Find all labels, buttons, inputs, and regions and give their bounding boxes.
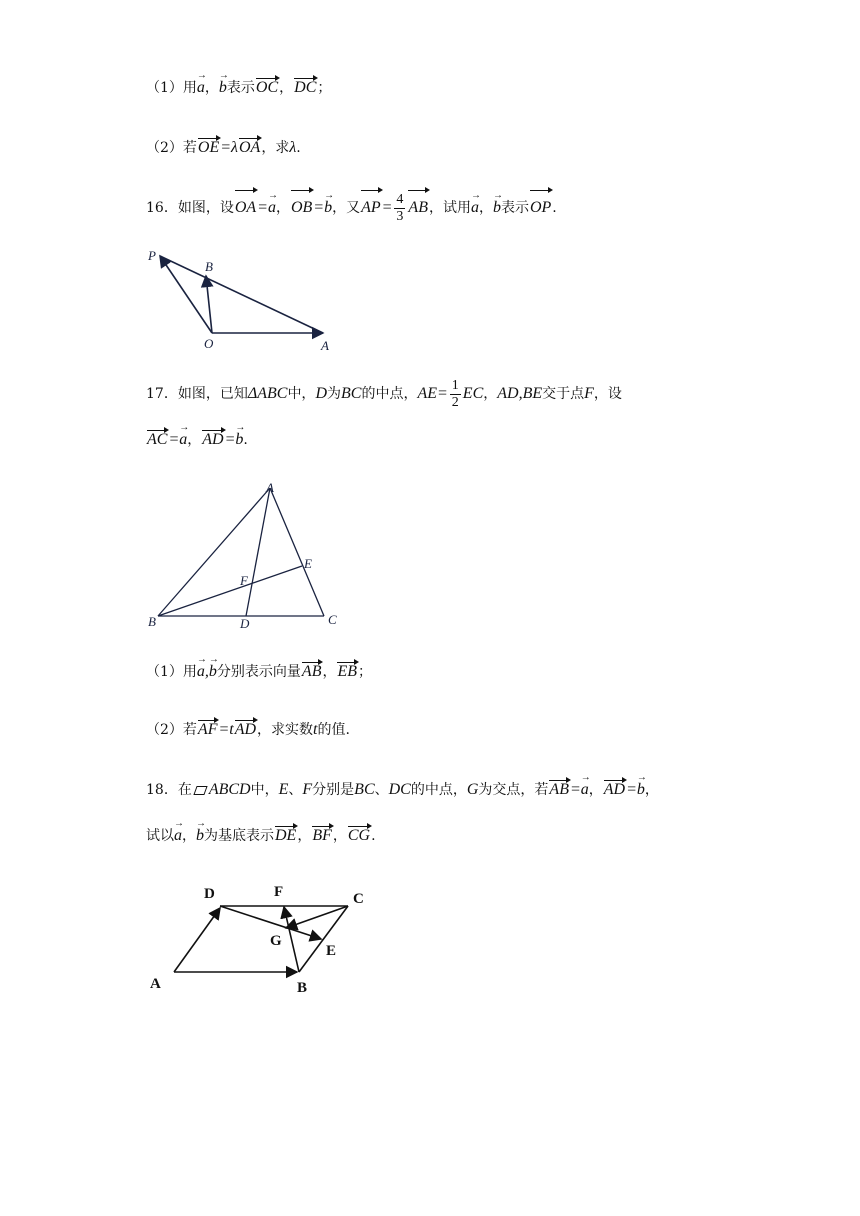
q18-statement-line2 bbox=[146, 826, 376, 846]
label-f: F bbox=[274, 884, 284, 900]
text: ； bbox=[317, 80, 332, 96]
part-number: （2） bbox=[146, 722, 183, 738]
label-f: F bbox=[240, 573, 248, 588]
text: 、 bbox=[288, 782, 303, 798]
text: , bbox=[518, 385, 523, 402]
denominator: 2 bbox=[451, 394, 459, 410]
part-number: （1） bbox=[146, 80, 183, 96]
numerator: 1 bbox=[451, 377, 459, 393]
vector-b: b → bbox=[637, 780, 645, 800]
label-a: A bbox=[150, 976, 161, 992]
point-g: G bbox=[466, 781, 479, 798]
variable-t: t bbox=[313, 721, 318, 738]
segment-ad bbox=[174, 908, 220, 972]
vector-ap: AP bbox=[360, 190, 382, 226]
text: 如图，已知 bbox=[177, 386, 248, 402]
segment-ad: AD bbox=[497, 385, 519, 402]
part-number: （1） bbox=[146, 664, 183, 680]
text: ， bbox=[182, 828, 196, 844]
segment-cg bbox=[286, 906, 348, 928]
text: = bbox=[218, 721, 230, 738]
text: ， bbox=[483, 386, 498, 402]
label-c: C bbox=[353, 891, 364, 907]
text: ， bbox=[279, 80, 294, 96]
lambda: λ bbox=[289, 139, 297, 156]
label-b: B bbox=[205, 259, 213, 274]
vector-b: b → bbox=[324, 190, 332, 226]
vector-af: AF bbox=[197, 721, 218, 738]
variable-t: t bbox=[229, 721, 234, 738]
vector-a: a → bbox=[581, 780, 589, 800]
text: ，试用 bbox=[428, 200, 471, 216]
text: 分别表示向量 bbox=[216, 664, 301, 680]
vector-ob: OB bbox=[290, 190, 313, 226]
text: = bbox=[381, 199, 393, 216]
vector-a: a → bbox=[197, 78, 205, 98]
vector-eb: EB bbox=[337, 663, 358, 680]
segment-ac bbox=[270, 488, 324, 616]
triangle-abc: ΔABC bbox=[247, 385, 288, 402]
text: 的中点， bbox=[410, 782, 467, 798]
text: 表示 bbox=[500, 200, 529, 216]
segment-bc: BC bbox=[341, 385, 362, 402]
segment-ad bbox=[246, 488, 270, 616]
segment-dc: DC bbox=[388, 781, 411, 798]
vector-ad: AD bbox=[603, 781, 626, 798]
text: = bbox=[626, 781, 637, 798]
text: 分别是 bbox=[312, 782, 355, 798]
q18-statement bbox=[146, 780, 659, 800]
text: ， bbox=[187, 432, 202, 448]
segment-bf bbox=[284, 907, 299, 972]
q17-part2 bbox=[146, 720, 350, 740]
vector-b: b → bbox=[209, 662, 217, 682]
point-e: E bbox=[278, 781, 289, 798]
text: = bbox=[220, 139, 232, 156]
text: 表示 bbox=[226, 80, 255, 96]
question-number: 17． bbox=[146, 386, 178, 402]
q17-statement bbox=[146, 376, 622, 412]
vector-b: b → bbox=[196, 826, 204, 846]
fraction bbox=[394, 192, 405, 225]
label-b: B bbox=[148, 614, 156, 629]
text: = bbox=[257, 199, 268, 216]
text: 试以 bbox=[146, 828, 174, 844]
text: = bbox=[437, 385, 448, 402]
text: ，求实数 bbox=[257, 722, 314, 738]
vector-oa: OA bbox=[234, 190, 257, 226]
vector-a: a → bbox=[179, 430, 187, 450]
label-d: D bbox=[204, 886, 215, 902]
vector-a: a → bbox=[174, 826, 182, 846]
point-d: D bbox=[315, 385, 327, 402]
text: 中， bbox=[287, 386, 316, 402]
q15-part1 bbox=[146, 78, 331, 98]
text: 为 bbox=[327, 386, 341, 402]
part-number: （2） bbox=[146, 140, 183, 156]
vector-ac: AC bbox=[147, 431, 168, 448]
denominator: 3 bbox=[396, 208, 404, 224]
text: ， bbox=[644, 782, 659, 798]
parallelogram-icon bbox=[193, 786, 207, 795]
segment-pa bbox=[160, 256, 323, 333]
text: = bbox=[168, 431, 180, 448]
text: 为交点，若 bbox=[478, 782, 549, 798]
text: 如图，设 bbox=[177, 200, 234, 216]
label-d: D bbox=[240, 616, 250, 631]
text: . bbox=[552, 200, 557, 216]
q16-figure bbox=[140, 244, 340, 354]
text: 在 bbox=[177, 782, 192, 798]
label-e: E bbox=[304, 556, 312, 571]
text: ，又 bbox=[332, 200, 361, 216]
q17-figure bbox=[140, 474, 350, 634]
text: ， bbox=[204, 80, 219, 96]
vector-a: a → bbox=[268, 190, 276, 226]
text: 、 bbox=[374, 782, 389, 798]
vector-oc: OC bbox=[255, 79, 279, 96]
text: . bbox=[243, 432, 248, 448]
text: ，求 bbox=[261, 140, 290, 156]
text: = bbox=[569, 781, 581, 798]
vector-oe: OE bbox=[197, 139, 220, 156]
vector-ad: AD bbox=[234, 721, 257, 738]
text: 为基底表示 bbox=[204, 828, 274, 844]
vector-dc: DC bbox=[294, 79, 317, 96]
q15-part2 bbox=[146, 138, 301, 158]
vector-ab: AB bbox=[407, 190, 429, 226]
text: ， bbox=[297, 828, 312, 844]
segment-bc bbox=[299, 906, 348, 972]
text: ，设 bbox=[593, 386, 622, 402]
q17-statement-line2 bbox=[146, 430, 248, 450]
label-b: B bbox=[297, 980, 308, 996]
text: ， bbox=[332, 828, 347, 844]
q17-part1 bbox=[146, 662, 372, 682]
text: 用 bbox=[182, 664, 197, 680]
vector-a: a → bbox=[471, 190, 479, 226]
text: = bbox=[224, 431, 236, 448]
vector-ab: AB bbox=[549, 781, 569, 798]
text: 若 bbox=[182, 140, 197, 156]
text: . bbox=[296, 140, 301, 156]
segment-ec: EC bbox=[462, 385, 484, 402]
text: ， bbox=[322, 664, 337, 680]
text: 交于点 bbox=[542, 386, 585, 402]
q16-statement bbox=[146, 190, 557, 226]
question-number: 18． bbox=[146, 782, 178, 798]
point-f: F bbox=[584, 385, 594, 402]
text: ， bbox=[275, 200, 290, 216]
text: ； bbox=[358, 664, 373, 680]
text: ， bbox=[478, 200, 493, 216]
text: . bbox=[371, 828, 376, 844]
label-a: A bbox=[321, 338, 329, 353]
text: 的中点， bbox=[361, 386, 418, 402]
text: 若 bbox=[182, 722, 197, 738]
vector-op: OP bbox=[529, 190, 552, 226]
lambda: λ bbox=[231, 139, 238, 156]
vector-ab: AB bbox=[301, 663, 322, 680]
vector-b: b → bbox=[219, 78, 227, 98]
label-e: E bbox=[326, 943, 337, 959]
label-g: G bbox=[270, 933, 282, 949]
text: 用 bbox=[182, 80, 197, 96]
vector-a: a → bbox=[197, 662, 205, 682]
vector-de: DE bbox=[275, 827, 297, 844]
segment-bc: BC bbox=[354, 781, 375, 798]
vector-b: b → bbox=[493, 190, 501, 226]
question-number: 16． bbox=[146, 200, 178, 216]
segment-ae: AE bbox=[417, 385, 437, 402]
text: ， bbox=[588, 782, 603, 798]
text: 中， bbox=[250, 782, 279, 798]
fraction bbox=[450, 378, 461, 411]
text: , bbox=[204, 663, 209, 680]
text: = bbox=[313, 199, 325, 216]
text: 的值. bbox=[317, 722, 350, 738]
segment-be: BE bbox=[522, 385, 543, 402]
vector-bf: BF bbox=[312, 827, 332, 844]
vector-b: b → bbox=[235, 430, 243, 450]
label-a: A bbox=[266, 480, 274, 495]
vector-ad: AD bbox=[202, 431, 224, 448]
vector-cg: CG bbox=[347, 827, 371, 844]
vector-oa: OA bbox=[238, 139, 261, 156]
label-o: O bbox=[204, 336, 214, 351]
numerator: 4 bbox=[396, 191, 404, 207]
point-f: F bbox=[302, 781, 313, 798]
label-p: P bbox=[148, 248, 156, 263]
label-c: C bbox=[328, 612, 337, 627]
parallelogram-abcd: ABCD bbox=[208, 781, 251, 798]
q18-figure bbox=[140, 872, 380, 1002]
